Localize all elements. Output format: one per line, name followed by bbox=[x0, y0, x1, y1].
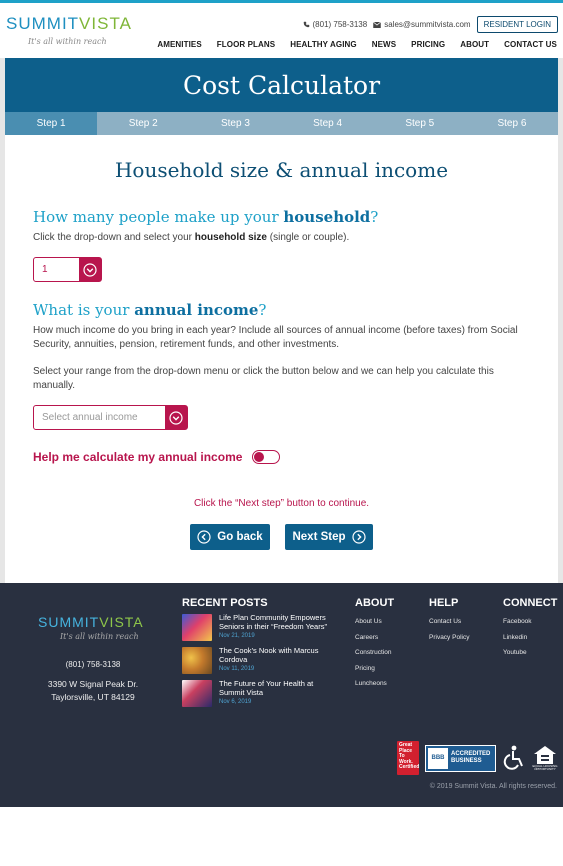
calculator-title-bar bbox=[5, 58, 558, 112]
continue-instruction: Click the “Next step” button to continue. bbox=[193, 498, 370, 509]
phone-icon bbox=[303, 21, 310, 28]
post-title: Life Plan Community Empowers Seniors in their “Freedom Years” bbox=[219, 613, 327, 631]
income-instructions: Select your range from the drop-down menu or click the button below and we can help you calculate this manually. bbox=[33, 366, 494, 391]
household-question-pre: How many people make up your bbox=[33, 208, 284, 226]
footer-address bbox=[0, 678, 186, 704]
footer-link-careers[interactable]: Careers bbox=[355, 633, 379, 641]
nav-contact-us[interactable]: CONTACT US bbox=[504, 40, 557, 49]
header-contact-row bbox=[303, 16, 559, 33]
wheelchair-accessibility-icon bbox=[502, 745, 526, 771]
post-thumbnail bbox=[182, 647, 212, 674]
household-question-bold: household bbox=[283, 208, 371, 226]
footer-link-construction[interactable]: Construction bbox=[355, 649, 392, 657]
bbb-logo-icon: BBB bbox=[428, 748, 448, 769]
household-size-select[interactable] bbox=[33, 257, 102, 282]
household-description bbox=[33, 231, 523, 245]
next-step-label: Next Step bbox=[292, 531, 346, 543]
household-desc-bold: household size bbox=[194, 232, 267, 243]
nav-floor-plans[interactable]: FLOOR PLANS bbox=[216, 40, 276, 49]
footer-logo-vista: VISTA bbox=[99, 614, 144, 630]
footer-logo-summit: SUMMIT bbox=[38, 614, 100, 630]
about-column-title: ABOUT bbox=[355, 597, 395, 609]
post-item[interactable] bbox=[182, 647, 332, 674]
next-step-button[interactable] bbox=[285, 524, 373, 550]
about-links bbox=[355, 614, 392, 692]
calculator-card bbox=[5, 58, 558, 583]
go-back-button[interactable] bbox=[190, 524, 270, 550]
site-footer bbox=[0, 583, 563, 807]
step-tab-1[interactable]: Step 1 bbox=[5, 112, 97, 135]
household-desc-post: (single or couple). bbox=[266, 232, 350, 243]
post-item[interactable] bbox=[182, 614, 332, 641]
header-email[interactable] bbox=[373, 20, 470, 29]
footer-link-luncheons[interactable]: Luncheons bbox=[355, 680, 387, 688]
household-size-value: 1 bbox=[42, 264, 48, 275]
header-phone[interactable] bbox=[303, 20, 368, 29]
nav-healthy-aging[interactable]: HEALTHY AGING bbox=[290, 40, 357, 49]
section-title: Household size & annual income bbox=[114, 158, 449, 182]
chevron-left-icon bbox=[197, 530, 211, 544]
post-date: Nov 6, 2019 bbox=[219, 699, 252, 705]
step-tabs bbox=[5, 112, 558, 135]
chevron-right-icon bbox=[352, 530, 366, 544]
chevron-down-icon bbox=[169, 411, 183, 425]
envelope-icon bbox=[373, 22, 381, 28]
help-calculate-row bbox=[33, 450, 280, 464]
logo-summit: SUMMIT bbox=[6, 14, 80, 33]
house-equal-icon bbox=[533, 745, 557, 765]
site-header bbox=[0, 3, 563, 58]
step-tab-5[interactable]: Step 5 bbox=[405, 118, 435, 129]
footer-link-privacy-policy[interactable]: Privacy Policy bbox=[429, 633, 470, 641]
post-date: Nov 21, 2019 bbox=[219, 633, 255, 639]
footer-link-youtube[interactable]: Youtube bbox=[503, 649, 527, 657]
logo-vista: VISTA bbox=[79, 14, 132, 33]
logo-tagline: It's all within reach bbox=[28, 37, 107, 46]
connect-links bbox=[503, 614, 532, 661]
post-date: Nov 11, 2019 bbox=[219, 666, 255, 672]
footer-link-contact-us[interactable]: Contact Us bbox=[429, 618, 462, 625]
household-question-post: ? bbox=[370, 208, 379, 226]
household-desc-pre: Click the drop-down and select your bbox=[33, 232, 195, 243]
post-item[interactable] bbox=[182, 680, 332, 707]
connect-column-title: CONNECT bbox=[503, 597, 558, 609]
household-question bbox=[33, 208, 378, 226]
calculator-title: Cost Calculator bbox=[182, 70, 381, 100]
footer-link-facebook[interactable]: Facebook bbox=[503, 618, 532, 625]
help-links bbox=[429, 614, 469, 645]
help-calculate-label: Help me calculate my annual income bbox=[33, 450, 243, 464]
nav-news[interactable]: NEWS bbox=[371, 40, 397, 49]
header-email-text: sales@summitvista.com bbox=[384, 20, 471, 29]
step-tab-4[interactable]: Step 4 bbox=[313, 118, 343, 129]
income-description: How much income do you bring in each year? Include all sources of annual income (before taxes) from Social Security, annuities, pension, retirement funds, and other investments. bbox=[33, 325, 518, 350]
footer-address-line1: 3390 W Signal Peak Dr. bbox=[47, 679, 139, 689]
step-tab-6[interactable]: Step 6 bbox=[497, 118, 527, 129]
chevron-down-icon bbox=[83, 263, 97, 277]
copyright-text: © 2019 Summit Vista. All rights reserved. bbox=[429, 783, 557, 790]
footer-logo[interactable] bbox=[38, 614, 144, 630]
nav-amenities[interactable]: AMENITIES bbox=[157, 40, 202, 49]
income-question-pre: What is your bbox=[33, 301, 135, 319]
footer-address-line2: Taylorsville, UT 84129 bbox=[51, 692, 135, 702]
nav-pricing[interactable]: PRICING bbox=[411, 40, 446, 49]
toggle-knob bbox=[254, 452, 264, 462]
footer-link-about-us[interactable]: About Us bbox=[355, 618, 382, 625]
annual-income-select[interactable] bbox=[33, 405, 188, 430]
go-back-label: Go back bbox=[217, 531, 263, 543]
equal-housing-text: EQUAL HOUSING OPPORTUNITY bbox=[532, 763, 558, 771]
footer-phone[interactable]: (801) 758-3138 bbox=[65, 660, 121, 669]
post-thumbnail bbox=[182, 680, 212, 707]
post-title: The Future of Your Health at Summit Vista bbox=[219, 679, 314, 697]
income-question-bold: annual income bbox=[134, 301, 259, 319]
income-question-post: ? bbox=[258, 301, 267, 319]
bbb-text-accredited: ACCREDITED bbox=[451, 751, 491, 757]
footer-link-linkedin[interactable]: Linkedin bbox=[503, 633, 528, 641]
great-place-to-work-badge[interactable]: Great Place To Work. Certified bbox=[397, 741, 419, 775]
recent-posts-title: RECENT POSTS bbox=[182, 597, 268, 609]
bbb-accredited-badge[interactable] bbox=[425, 745, 496, 772]
income-question bbox=[33, 301, 266, 319]
annual-income-dropdown-button[interactable] bbox=[165, 406, 187, 429]
footer-link-pricing[interactable]: Pricing bbox=[355, 664, 375, 672]
footer-tagline: It's all within reach bbox=[60, 632, 139, 641]
help-column-title: HELP bbox=[429, 597, 459, 609]
bbb-text-business: BUSINESS bbox=[451, 758, 482, 764]
help-calculate-toggle[interactable] bbox=[252, 450, 280, 464]
header-phone-text: (801) 758-3138 bbox=[312, 20, 368, 29]
equal-housing-opportunity-logo bbox=[532, 745, 558, 772]
step-tab-2[interactable]: Step 2 bbox=[128, 118, 158, 129]
annual-income-placeholder: Select annual income bbox=[42, 412, 138, 423]
post-title: The Cook’s Nook with Marcus Cordova bbox=[219, 646, 319, 664]
footer-badges bbox=[397, 741, 558, 775]
site-logo[interactable] bbox=[6, 14, 132, 46]
step-tab-3[interactable]: Step 3 bbox=[220, 118, 250, 129]
resident-login-button[interactable]: RESIDENT LOGIN bbox=[477, 16, 558, 33]
main-nav bbox=[157, 40, 557, 49]
nav-about[interactable]: ABOUT bbox=[460, 40, 490, 49]
household-size-dropdown-button[interactable] bbox=[79, 258, 101, 281]
post-thumbnail bbox=[182, 614, 212, 641]
recent-posts-list bbox=[182, 614, 332, 713]
